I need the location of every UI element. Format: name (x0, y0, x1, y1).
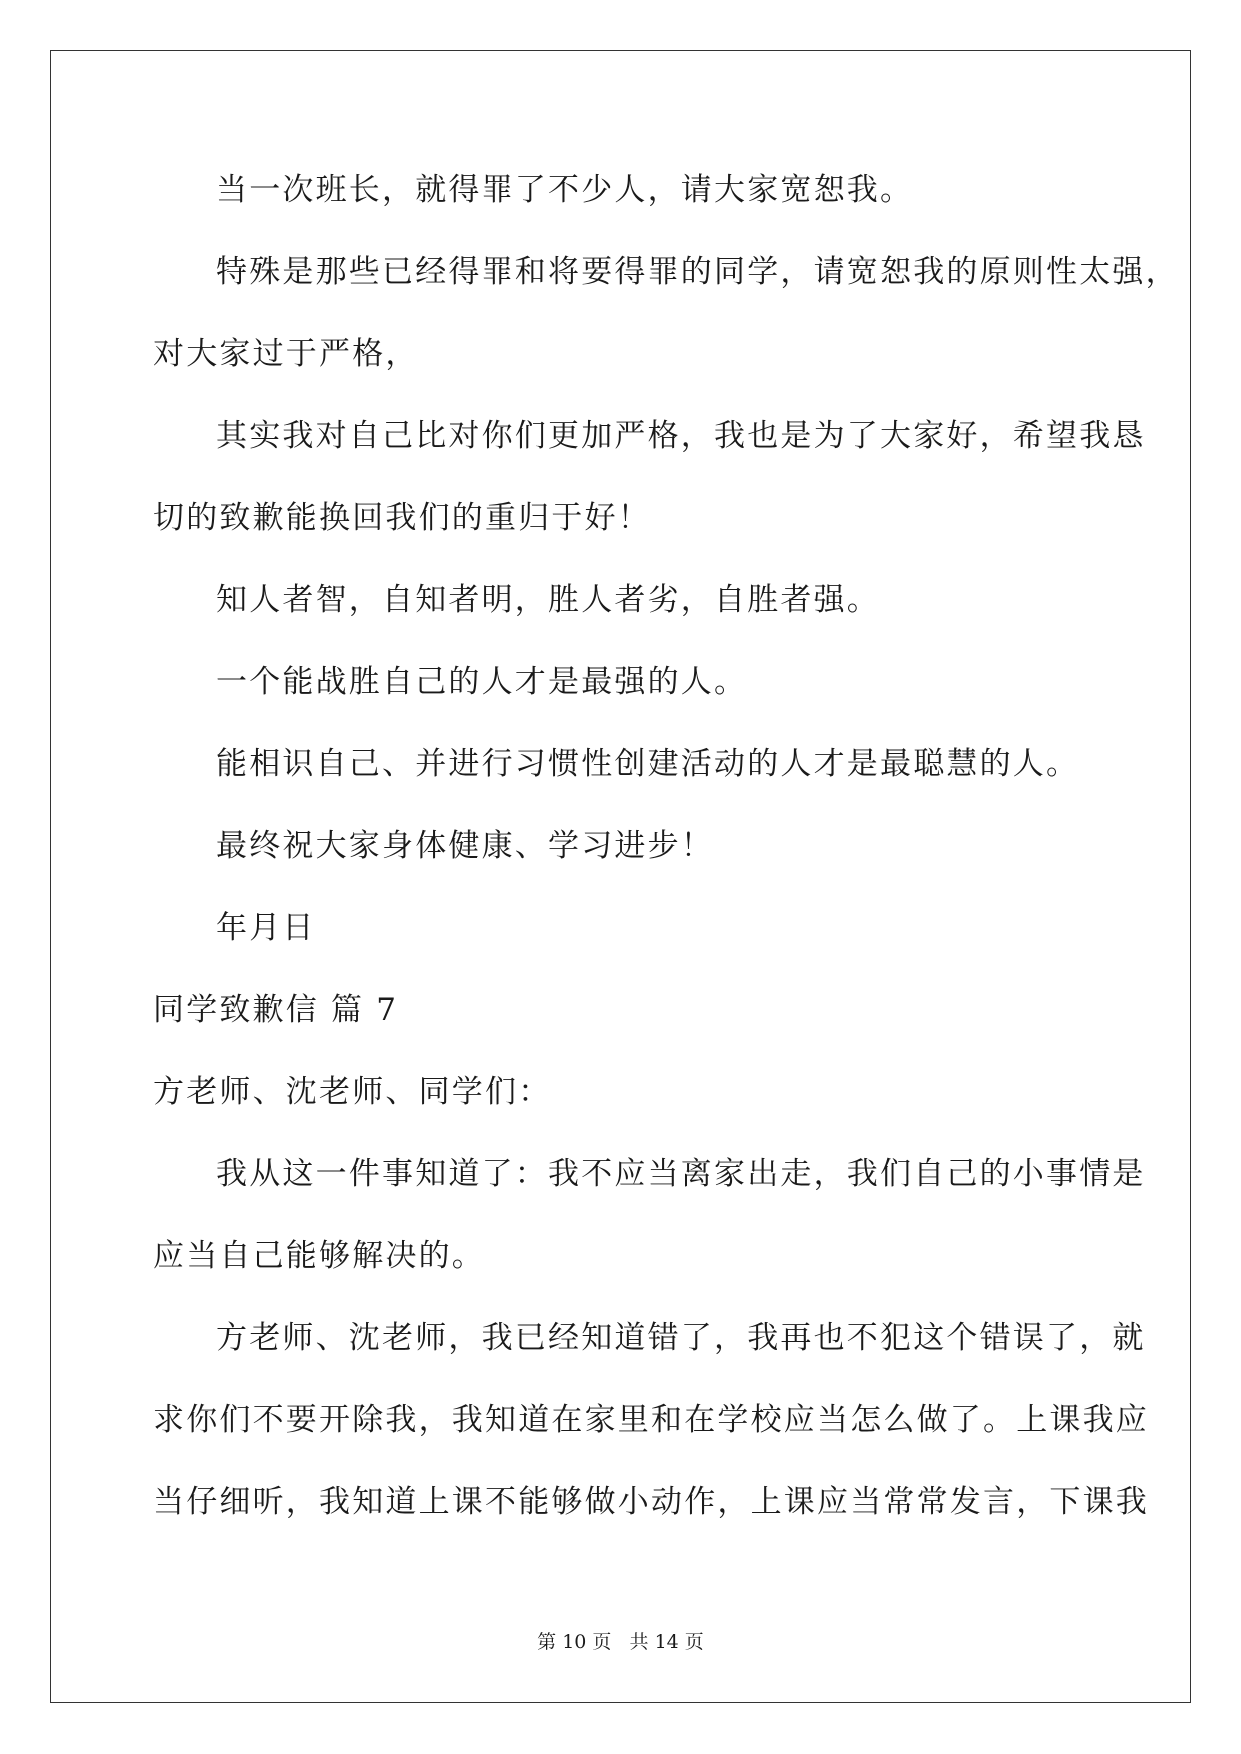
text-line: 知人者智，自知者明，胜人者劣，自胜者强。 (216, 582, 880, 618)
text-line: 特殊是那些已经得罪和将要得罪的同学，请宽恕我的原则性太强， (216, 254, 1179, 290)
page-border (50, 50, 1191, 1703)
text-line: 应当自己能够解决的。 (153, 1238, 485, 1274)
date-line: 年月日 (216, 910, 316, 946)
text-line: 切的致歉能换回我们的重归于好！ (153, 500, 651, 536)
text-line: 求你们不要开除我，我知道在家里和在学校应当怎么做了。上课我应 (153, 1402, 1149, 1438)
text-line: 方老师、沈老师，我已经知道错了，我再也不犯这个错误了，就 (216, 1320, 1146, 1356)
text-line: 对大家过于严格， (153, 336, 419, 372)
text-line: 其实我对自己比对你们更加严格，我也是为了大家好，希望我恳 (216, 418, 1146, 454)
salutation: 方老师、沈老师、同学们： (153, 1074, 552, 1110)
text-line: 当仔细听，我知道上课不能够做小动作，上课应当常常发言，下课我 (153, 1484, 1149, 1520)
text-line: 最终祝大家身体健康、学习进步！ (216, 828, 714, 864)
section-heading: 同学致歉信 篇 7 (153, 992, 399, 1028)
text-line: 能相识自己、并进行习惯性创建活动的人才是最聪慧的人。 (216, 746, 1080, 782)
text-line: 一个能战胜自己的人才是最强的人。 (216, 664, 748, 700)
page-number: 第 10 页 共 14 页 (537, 1631, 704, 1653)
text-line: 当一次班长，就得罪了不少人，请大家宽恕我。 (216, 172, 914, 208)
text-line: 我从这一件事知道了：我不应当离家出走，我们自己的小事情是 (216, 1156, 1146, 1192)
